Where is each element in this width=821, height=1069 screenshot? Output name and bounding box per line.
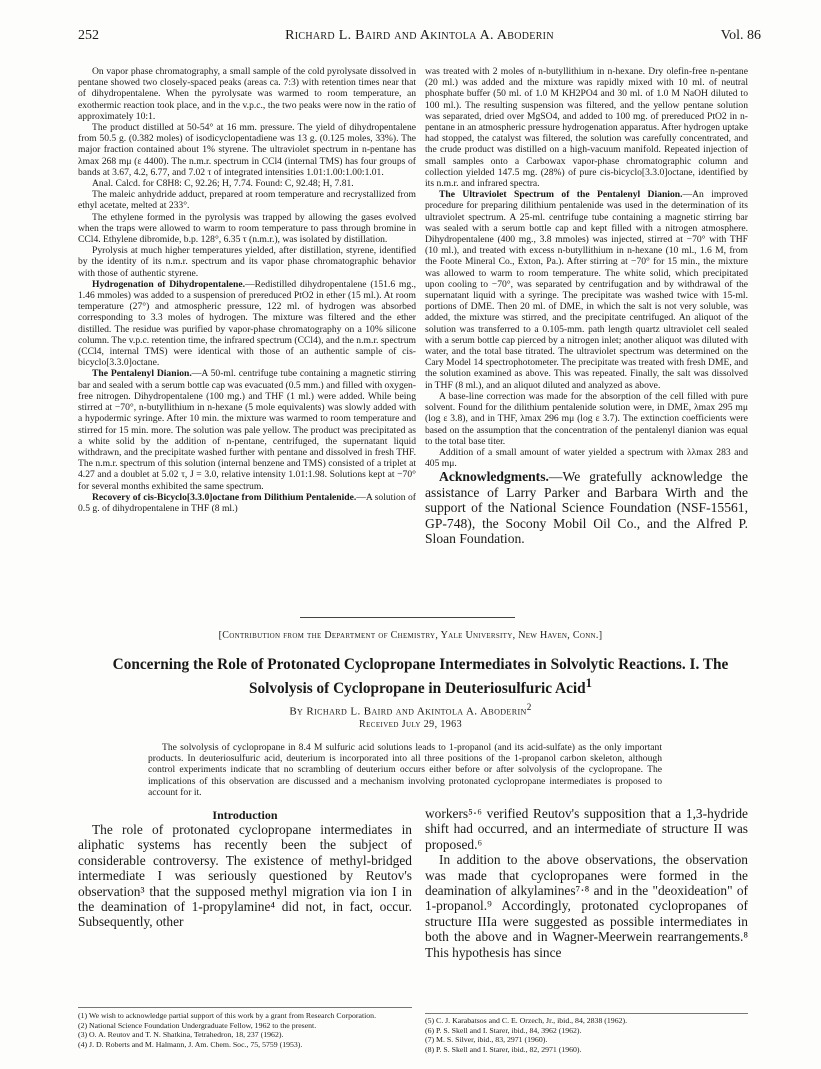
- section-paragraph: [78, 492, 416, 514]
- page-header: [78, 28, 761, 48]
- footnote: (1) We wish to acknowledge partial support of this work by a grant from Research Corporation.: [78, 1011, 377, 1020]
- received-date: Received July 29, 1963: [359, 719, 462, 730]
- section-heading: Hydrogenation of Dihydropentalene.: [92, 278, 246, 290]
- footnote: (8) P. S. Skell and I. Starer, ibid., 82, 2971 (1960).: [425, 1044, 582, 1054]
- running-head: Richard L. Baird and Akintola A. Aboderin: [285, 28, 554, 43]
- paragraph: was treated with 2 moles of n-butyllithium in n-hexane. Dry olefin-free n-pentane (20 ml.) was added and the mixture was rapidly mixed with 10 ml. of neutral phosphate buffer (50 ml. of 1.0 M KH2PO4 and 30 ml. of 1.0 M NaOH diluted to 100 ml.). The resulting suspension was filtered, and the yellow pentane solution was separated, dried over MgSO4, and added to 100 mg. of prereduced PtO2 in n-pentane in an atmospheric pressure hydrogenation apparatus. After hydrogen uptake had stopped, the catalyst was filtered, the solution was carefully concentrated, and the crude product was distilled on a high-vacuum manifold. Repeated injection of small samples onto a Carbowax vapor-phase chromatographic column and collection yielded 147.5 mg. (28%) of pure cis-bicyclo[3.3.0]octane, identified by its n.m.r. and infrared spectra.: [425, 66, 748, 190]
- paragraph: The role of protonated cyclopropane intermediates in aliphatic systems has recently been the subject of considerable controversy. The existence of methyl-bridged intermediate I was seriously questioned by Reutov's observation³ that the supposed methyl migration via ion I in the deamination of 1-propylamine⁴ did not, in fact, occur. Subsequently, other: [78, 822, 412, 930]
- section-heading-introduction: Introduction: [212, 808, 278, 822]
- section-paragraph: [78, 368, 416, 491]
- author-footnote-mark: 2: [526, 702, 532, 712]
- paragraph: workers⁵·⁶ verified Reutov's supposition that a 1,3-hydride shift had occurred, and an intermediate of structure II was proposed.⁶: [425, 806, 748, 852]
- article-title-text: Concerning the Role of Protonated Cyclopropane Intermediates in Solvolytic Reactions. I. The Solvolysis of Cyclopropane in Deuteriosulfuric Acid: [112, 656, 729, 698]
- author-line: [0, 702, 821, 718]
- footnote: (7) M. S. Silver, ibid., 83, 2971 (1960).: [425, 1035, 548, 1045]
- paragraph: Pyrolysis at much higher temperatures yielded, after distillation, styrene, identified by the identity of its n.m.r. spectrum and its vapor phase chromatographic behavior with those of authentic styrene.: [78, 245, 416, 279]
- section-text: —A solution of 0.5 g. of dihydropentalene in THF (8 ml.): [78, 491, 416, 514]
- ack-text: —We gratefully acknowledge the assistance of Larry Parker and Barbara Wirth and the support of the National Science Foundation (NSF-15561, GP-748), the Socony Mobil Oil Co., and the Alfred P. Sloan Foundation.: [425, 469, 748, 546]
- acknowledgments: [425, 469, 748, 546]
- right-column: [425, 66, 748, 546]
- article-title: [80, 656, 761, 698]
- contribution-line: [Contribution from the Department of Chemistry, Yale University, New Haven, Conn.]: [218, 630, 603, 641]
- title-footnote-mark: 1: [585, 676, 593, 690]
- footnote: (3) O. A. Reutov and T. N. Shatkina, Tetrahedron, 18, 237 (1962).: [78, 1030, 284, 1040]
- section-heading: The Pentalenyl Dianion.: [92, 368, 192, 380]
- author-names: By Richard L. Baird and Akintola A. Aboderin: [289, 705, 527, 718]
- footnote-rule: [78, 1007, 412, 1008]
- section-heading: The Ultraviolet Spectrum of the Pentalenyl Dianion.: [439, 189, 683, 201]
- section-text: —An improved procedure for preparing dilithium pentalenide was used in the determination of its ultraviolet spectrum. A 25-ml. centrifuge tube containing a magnetic stirring bar was sealed with a serum bottle cap and kept filled with a nitrogen atmosphere. Dihydropentalene (400 mg., 3.8 mmoles) was injected, stirred at −70° with THF (10 ml.), and treated with excess n-butyllithium in n-hexane (10 ml., 1.6 M, from the Foote Mineral Co., Exton, Pa.). After stirring at −70° for 15 min., the mixture was allowed to warm to room temperature. The white solid, which precipitated upon cooling to −70°, was separated by centrifugation and by withdrawal of the supernatant liquid with a syringe. The precipitate was washed twice with 15-ml. portions of DME. Then 20 ml. of DME, in which the salt is not very soluble, was added, the mixture was stirred, and the precipitate centrifuged. An aliquot of the solution was transferred to a 0.105-mm. path length quartz ultraviolet cell sealed with a serum bottle cap pierced by a nitrogen inlet; another aliquot was diluted with water, and the total base titrated. The ultraviolet spectrum was determined on the Cary Model 14 spectrophotometer. The precipitate was treated with fresh DME, and the solution examined as above. This was repeated. Finally, the salt was dissolved in THF (8 ml.), and an aliquot diluted and analyzed as above.: [425, 189, 748, 391]
- paragraph: A base-line correction was made for the absorption of the cell filled with pure solvent. Found for the dilithium pentalenide solution were, in DME, λmax 295 mμ (log ε 3.8), and in THF, λmax 296 mμ (log ε 3.7). The extinction coefficients were based on the assumption that the concentration of the pentalenyl dianion was equal to the total base titer.: [425, 390, 748, 447]
- section-heading: Recovery of cis-Bicyclo[3.3.0]octane from Dilithium Pentalenide.: [92, 491, 357, 503]
- intro-right-text: [425, 806, 748, 960]
- ack-heading: Acknowledgments.: [439, 469, 549, 485]
- volume-label: Vol. 86: [720, 28, 761, 43]
- footnote: (4) J. D. Roberts and M. Halmann, J. Am. Chem. Soc., 75, 5759 (1953).: [78, 1039, 303, 1049]
- footnotes-left: [78, 1011, 412, 1049]
- section-text: —Redistilled dihydropentalene (151.6 mg., 1.46 mmoles) was added to a suspension of prereduced PtO2 in ether (15 ml.). At room temperature (27°) and atmospheric pressure, 122 ml. of hydrogen was absorbed corresponding to 3.3 moles of hydrogen. The mixture was filtered and the ether distilled. The residue was purified by vapor-phase chromatography on a 10% silicone column. The v.p.c. retention time, the infrared spectrum (CCl4), and the n.m.r. spectrum (CCl4, internal TMS) were identical with those of an authentic sample of cis-bicyclo[3.3.0]octane.: [78, 278, 416, 369]
- paragraph: The maleic anhydride adduct, prepared at room temperature and recrystallized from ethyl acetate, melted at 233°.: [78, 189, 416, 212]
- footnote-rule: [425, 1013, 748, 1014]
- paragraph: In addition to the above observations, the observation was made that cyclopropanes were formed in the deamination of alkylamines⁷·⁸ and in the "deoxideation" of 1-propanol.⁹ Accordingly, protonated cyclopropanes of structure IIIa were suggested as possible intermediates in both the above and in Wagner-Meerwein rearrangements.⁸ This hypothesis has since: [425, 852, 748, 960]
- section-text: —A 50-ml. centrifuge tube containing a magnetic stirring bar and sealed with a serum bottle cap was evacuated (0.5 mm.) and filled with oxygen-free nitrogen. Dihydropentalene (100 mg.) and THF (1 ml.) were added. While being stirred at −70°, n-butyllithium in n-hexane (5 mole equivalents) was slowly added with a hypodermic syringe. After 10 min. the mixture was warmed to room temperature and stirred for 15 min. more. The solution was pale yellow. The product was precipitated as a white solid by the addition of n-pentane, centrifuged, the supernatant liquid withdrawn, and the precipitate washed further with pentane and dissolved in fresh THF. The n.m.r. spectrum of this solution (internal benzene and TMS) consisted of a triplet at 4.27 and a doublet at 5.02 τ, J = 3.0, relative intensity 1.01:1.98. Solutions kept at −70° for several months exhibited the same spectrum.: [78, 368, 416, 492]
- paragraph: The product distilled at 50-54° at 16 mm. pressure. The yield of dihydropentalene from 50.5 g. (0.382 moles) of isodicyclopentadiene was 13 g. (0.125 moles, 33%). The major fraction contained about 1% styrene. The ultraviolet spectrum in n-pentane has λmax 268 mμ (ε 4400). The n.m.r. spectrum in CCl4 (internal TMS) has four groups of bands at 3.67, 4.2, 6.77, and 7.02 τ of integrated intensities 1.01:1.00:1.00:1.01.: [78, 122, 416, 178]
- intro-left-text: [78, 822, 412, 930]
- page-number: 252: [78, 28, 99, 43]
- footnote: (5) C. J. Karabatsos and C. E. Orzech, Jr., ibid., 84, 2838 (1962).: [425, 1016, 628, 1025]
- paragraph: The ethylene formed in the pyrolysis was trapped by allowing the gases evolved when the traps were allowed to warm to room temperature to pass through bromine in CCl4. Ethylene dibromide, b.p. 128°, 6.35 τ (n.m.r.), was isolated by distillation.: [78, 211, 416, 246]
- footnote: (6) P. S. Skell and I. Starer, ibid., 84, 3962 (1962).: [425, 1025, 582, 1035]
- section-paragraph: [78, 279, 416, 369]
- paragraph: Anal. Calcd. for C8H8: C, 92.26; H, 7.74. Found: C, 92.48; H, 7.81.: [92, 178, 354, 190]
- paragraph: On vapor phase chromatography, a small sample of the cold pyrolysate dissolved in pentane showed two closely-spaced peaks (areas ca. 7:3) with retention times near that of dihydropentalene. When the pyrolysate was warmed to room temperature, an exothermic reaction took place, and in the v.p.c., the two peaks were now in the ratio of approximately 10:1.: [78, 66, 416, 122]
- left-column: [78, 66, 416, 514]
- footnote: (2) National Science Foundation Undergraduate Fellow, 1962 to the present.: [78, 1020, 317, 1030]
- abstract: The solvolysis of cyclopropane in 8.4 M sulfuric acid solutions leads to 1-propanol (and its acid-sulfate) as the only important products. In deuteriosulfuric acid, deuterium is incorporated into all three positions of the 1-propanol carbon skeleton, although control experiments indicate that no scrambling of deuterium occurs either before or after solvolysis of the cyclopropane. The implications of this observation are discussed and a mechanism involving protonated cyclopropane intermediates is proposed to account for it.: [148, 742, 662, 798]
- paragraph: Addition of a small amount of water yielded a spectrum with λλmax 283 and 405 mμ.: [425, 446, 748, 470]
- section-divider: [300, 617, 515, 618]
- section-paragraph: [425, 189, 748, 391]
- footnotes-right: [425, 1016, 748, 1054]
